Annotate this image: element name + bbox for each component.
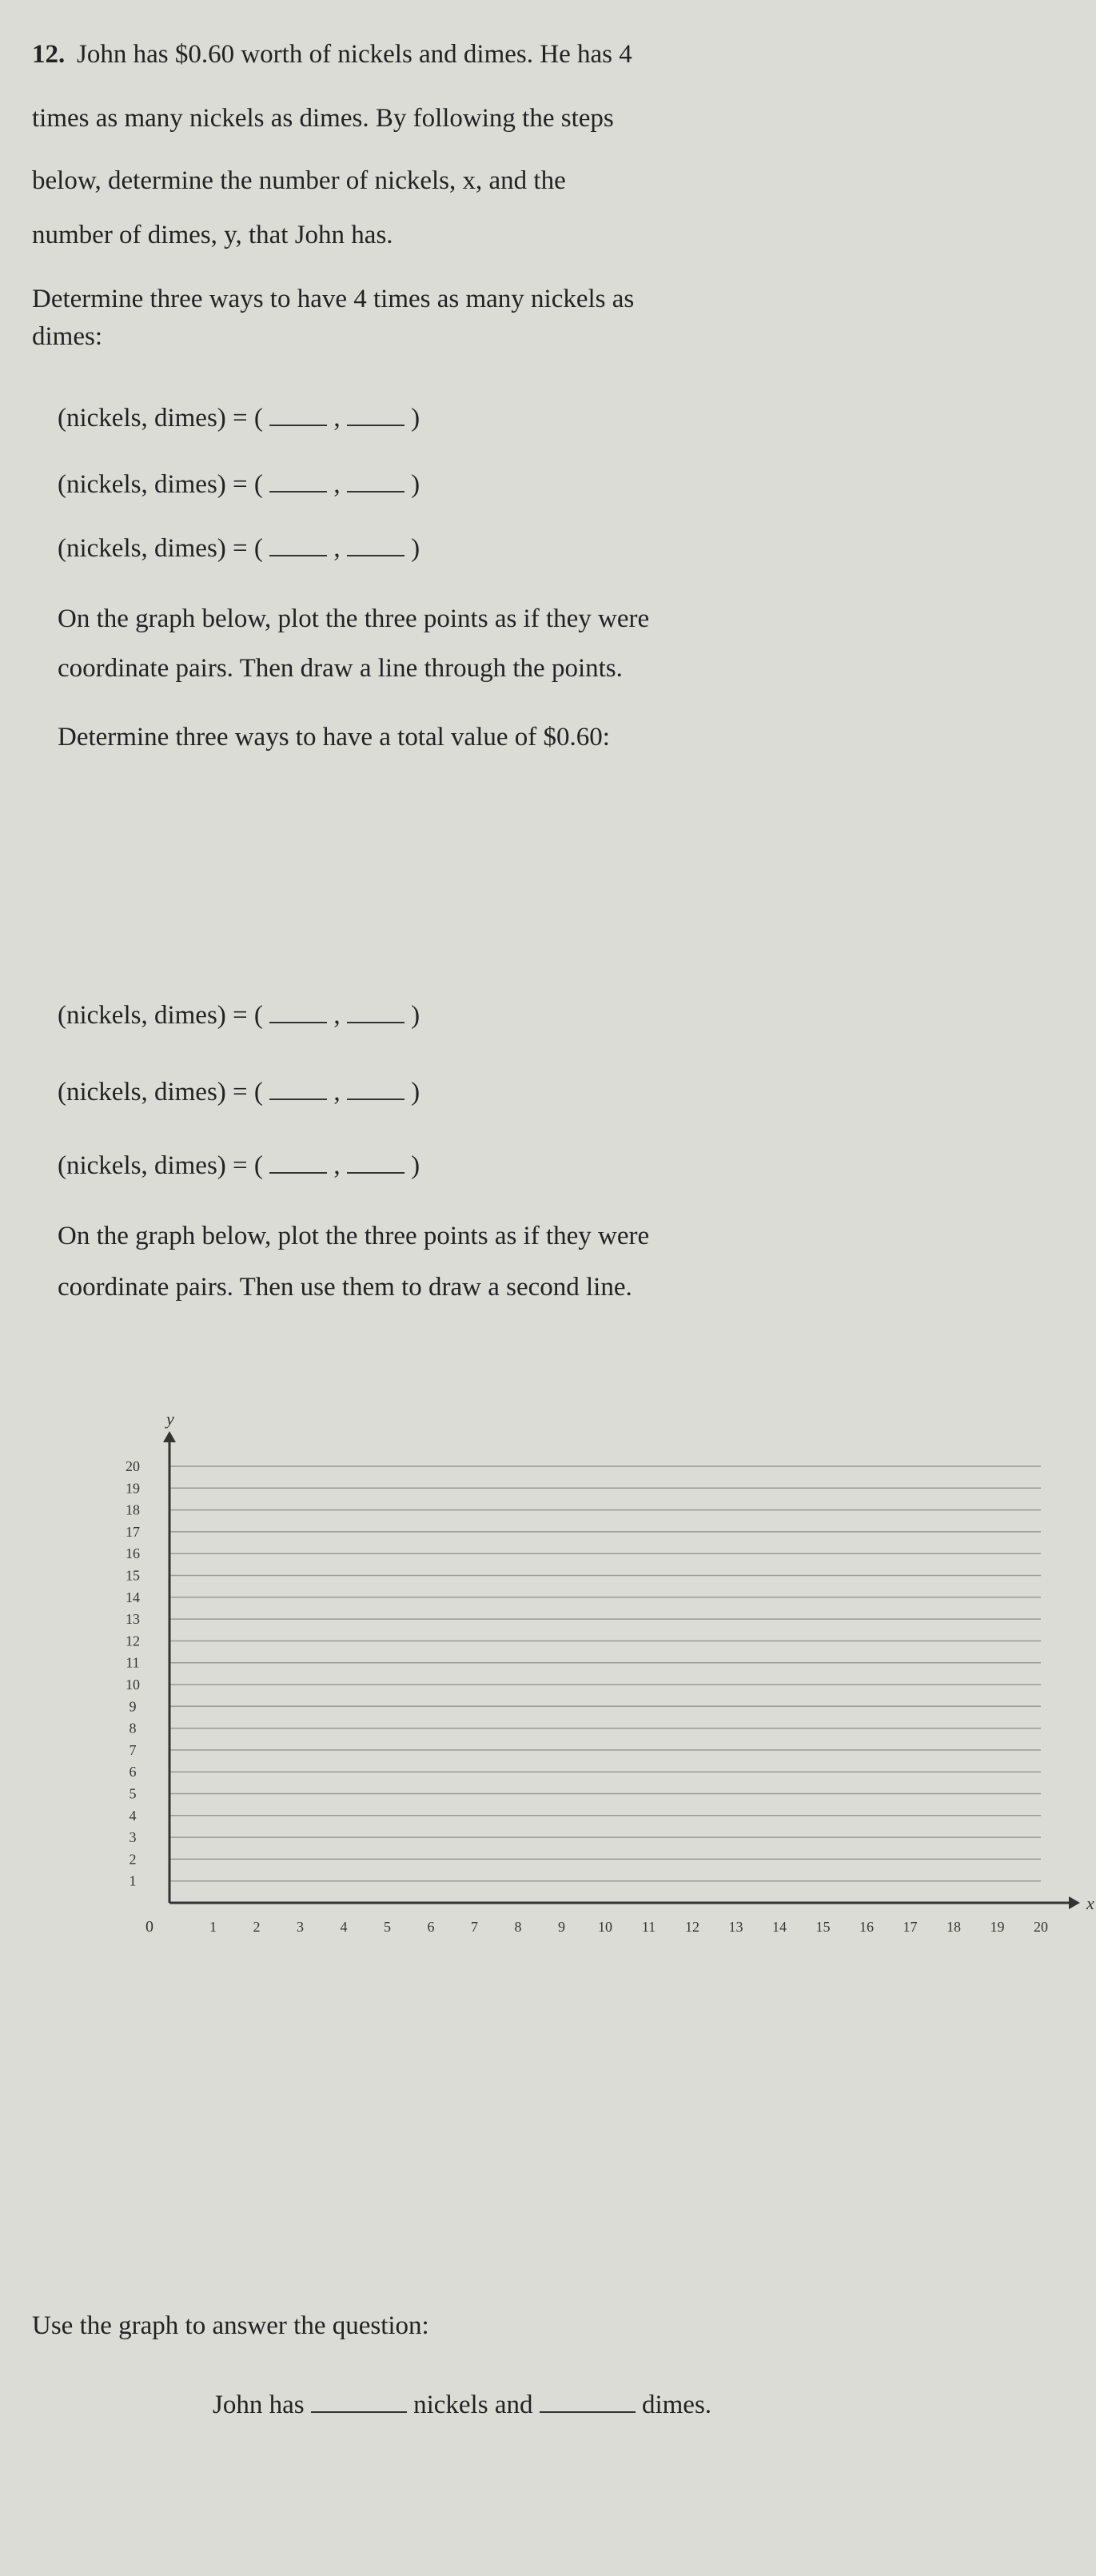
nickels-blank[interactable] — [269, 534, 327, 556]
y-tick-label: 3 — [129, 1829, 137, 1846]
dimes-answer-blank[interactable] — [540, 2391, 636, 2413]
pair-separator: , — [333, 534, 341, 563]
answer-start: John has — [213, 2391, 305, 2419]
x-tick-label: 12 — [685, 1919, 699, 1935]
origin-label: 0 — [145, 1918, 153, 1936]
part1-pair-3 — [58, 534, 420, 564]
part2-pair-1 — [58, 1001, 420, 1031]
y-tick-label: 16 — [126, 1545, 140, 1562]
coordinate-grid[interactable] — [0, 1327, 1096, 1999]
dimes-blank[interactable] — [347, 404, 405, 426]
x-tick-label: 6 — [427, 1919, 435, 1935]
part2-pair-2 — [58, 1078, 420, 1107]
x-axis-label: x — [1086, 1893, 1094, 1913]
y-tick-label: 17 — [126, 1523, 140, 1540]
y-tick-label: 7 — [129, 1741, 137, 1758]
x-tick-label: 16 — [859, 1919, 874, 1935]
x-tick-label: 1 — [209, 1919, 217, 1935]
dimes-blank[interactable] — [347, 470, 405, 492]
pair-separator: , — [333, 470, 341, 499]
pair-label: (nickels, dimes) = ( — [58, 1151, 263, 1180]
y-tick-label: 10 — [126, 1677, 140, 1693]
x-tick-label: 11 — [641, 1919, 656, 1935]
pair-close: ) — [411, 534, 420, 563]
y-tick-label: 13 — [126, 1611, 140, 1628]
problem-line-3: below, determine the number of nickels, x, and the — [32, 166, 566, 195]
problem-number: 12. — [32, 40, 66, 69]
answer-mid: nickels and — [413, 2391, 533, 2419]
y-tick-label: 14 — [126, 1589, 140, 1605]
nickels-blank[interactable] — [269, 1078, 327, 1100]
answer-sentence — [213, 2391, 711, 2420]
y-tick-label: 4 — [129, 1807, 137, 1824]
y-tick-label: 8 — [129, 1720, 137, 1737]
part1-instruction-line-1: Determine three ways to have 4 times as many nickels as — [32, 285, 635, 313]
x-tick-label: 13 — [728, 1919, 743, 1935]
y-tick-label: 19 — [126, 1480, 140, 1497]
pair-close: ) — [411, 470, 420, 499]
y-tick-label: 11 — [126, 1654, 140, 1671]
answer-end: dimes. — [641, 2391, 712, 2419]
grid-lines — [169, 1466, 1041, 1881]
y-axis-arrow-icon — [163, 1431, 176, 1442]
nickels-blank[interactable] — [269, 1151, 327, 1174]
part1-plot-line-2: coordinate pairs. Then draw a line through the points. — [58, 654, 623, 683]
y-tick-label: 9 — [129, 1698, 137, 1715]
x-tick-label: 5 — [384, 1919, 391, 1935]
problem-line-4: number of dimes, y, that John has. — [32, 221, 393, 249]
pair-separator: , — [333, 1078, 341, 1107]
pair-close: ) — [411, 1151, 420, 1180]
x-tick-label: 15 — [815, 1919, 831, 1935]
pair-separator: , — [333, 1151, 341, 1180]
pair-separator: , — [333, 1001, 341, 1030]
nickels-answer-blank[interactable] — [311, 2391, 407, 2413]
pair-label: (nickels, dimes) = ( — [58, 470, 263, 499]
pair-label: (nickels, dimes) = ( — [58, 1001, 263, 1030]
y-tick-label: 12 — [126, 1633, 140, 1649]
part1-instruction-line-2: dimes: — [32, 322, 102, 351]
y-tick-label: 5 — [129, 1785, 137, 1802]
y-tick-label: 20 — [126, 1458, 140, 1474]
dimes-blank[interactable] — [347, 1078, 405, 1100]
y-tick-label: 6 — [129, 1764, 137, 1780]
x-tick-label: 19 — [990, 1919, 1005, 1935]
y-tick-labels — [126, 1458, 140, 1889]
x-tick-label: 7 — [471, 1919, 478, 1935]
dimes-blank[interactable] — [347, 1001, 405, 1023]
dimes-blank[interactable] — [347, 534, 405, 556]
x-tick-label: 10 — [598, 1919, 612, 1935]
dimes-blank[interactable] — [347, 1151, 405, 1174]
problem-line-1: John has $0.60 worth of nickels and dimes. He has 4 — [77, 40, 632, 69]
pair-close: ) — [411, 1078, 420, 1107]
problem-line-2: times as many nickels as dimes. By following the steps — [32, 104, 614, 133]
pair-close: ) — [411, 1001, 420, 1030]
x-tick-label: 14 — [772, 1919, 787, 1935]
y-tick-label: 2 — [129, 1851, 137, 1868]
x-tick-label: 9 — [558, 1919, 565, 1935]
pair-close: ) — [411, 404, 420, 433]
x-tick-label: 8 — [514, 1919, 522, 1935]
pair-separator: , — [333, 404, 341, 433]
y-tick-label: 1 — [129, 1872, 137, 1889]
part2-plot-line-2: coordinate pairs. Then use them to draw a second line. — [58, 1273, 632, 1302]
y-axis-label: y — [166, 1409, 174, 1429]
y-tick-label: 18 — [126, 1501, 140, 1518]
part2-pair-3 — [58, 1151, 420, 1181]
x-tick-label: 4 — [340, 1919, 348, 1935]
question-prompt: Use the graph to answer the question: — [32, 2311, 429, 2340]
x-tick-label: 17 — [903, 1919, 918, 1935]
pair-label: (nickels, dimes) = ( — [58, 1078, 263, 1107]
pair-label: (nickels, dimes) = ( — [58, 404, 263, 433]
part2-plot-line-1: On the graph below, plot the three points as if they were — [58, 1222, 650, 1250]
x-tick-labels — [209, 1919, 1048, 1935]
x-tick-label: 2 — [253, 1919, 261, 1935]
x-tick-label: 20 — [1034, 1919, 1048, 1935]
pair-label: (nickels, dimes) = ( — [58, 534, 263, 563]
part1-plot-line-1: On the graph below, plot the three points as if they were — [58, 604, 650, 633]
nickels-blank[interactable] — [269, 470, 327, 492]
part1-pair-1 — [58, 404, 420, 433]
x-tick-label: 3 — [297, 1919, 304, 1935]
part2-instruction: Determine three ways to have a total value of $0.60: — [58, 723, 610, 752]
x-axis-arrow-icon — [1069, 1896, 1080, 1909]
x-tick-label: 18 — [947, 1919, 961, 1935]
part1-pair-2 — [58, 470, 420, 500]
nickels-blank[interactable] — [269, 404, 327, 426]
y-tick-label: 15 — [126, 1567, 140, 1584]
nickels-blank[interactable] — [269, 1001, 327, 1023]
